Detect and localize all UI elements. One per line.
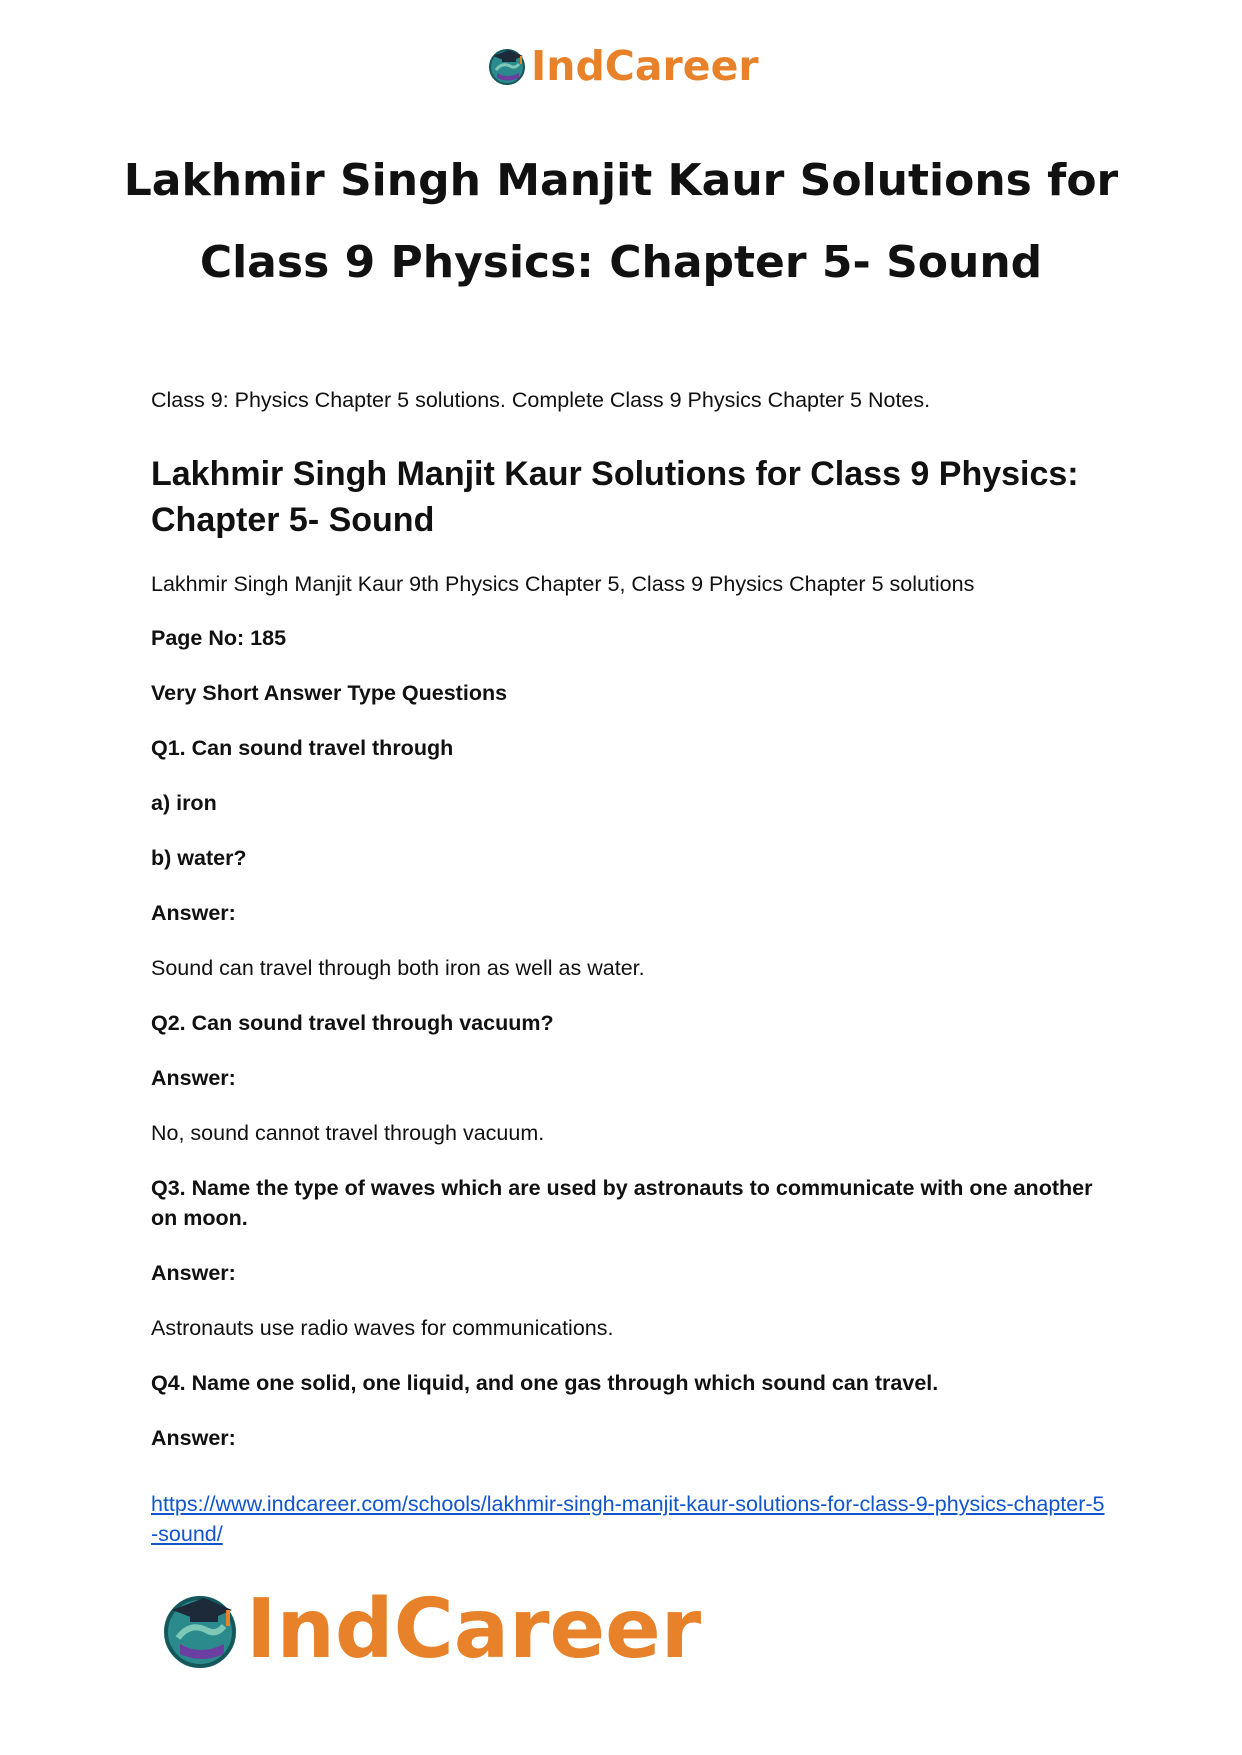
page-title-line-2: Class 9 Physics: Chapter 5- Sound: [199, 237, 1043, 288]
q3-answer-label: Answer:: [151, 1261, 236, 1285]
q3-question: Q3. Name the type of waves which are used by astronauts to communicate with one another on moon.: [151, 1176, 1093, 1230]
subtitle-text: Lakhmir Singh Manjit Kaur 9th Physics Chapter 5, Class 9 Physics Chapter 5 solutions: [151, 572, 975, 596]
footer-logo: [160, 1580, 720, 1680]
q1-option-b: b) water?: [151, 846, 247, 870]
intro-text: Class 9: Physics Chapter 5 solutions. Complete Class 9 Physics Chapter 5 Notes.: [151, 388, 931, 412]
article-body: [151, 385, 1111, 1549]
graduation-globe-icon: [160, 1590, 240, 1670]
source-link[interactable]: https://www.indcareer.com/schools/lakhmir-singh-manjit-kaur-solutions-for-class-9-physics-chapter-5-sound/: [151, 1492, 1105, 1546]
page-title: [100, 140, 1142, 304]
logo-text: IndCareer: [531, 41, 759, 90]
header-logo: [487, 40, 767, 92]
q2-question: Q2. Can sound travel through vacuum?: [151, 1011, 554, 1035]
q2-answer: No, sound cannot travel through vacuum.: [151, 1121, 545, 1145]
graduation-globe-icon: [487, 46, 527, 86]
q1-answer: Sound can travel through both iron as well as water.: [151, 956, 645, 980]
logo-text: IndCareer: [246, 1582, 702, 1677]
q1-option-a: a) iron: [151, 791, 217, 815]
page-number: Page No: 185: [151, 626, 287, 650]
section-heading: Lakhmir Singh Manjit Kaur Solutions for Class 9 Physics: Chapter 5- Sound: [151, 455, 1079, 539]
q4-answer-label: Answer:: [151, 1426, 236, 1450]
q4-question: Q4. Name one solid, one liquid, and one gas through which sound can travel.: [151, 1371, 939, 1395]
q2-answer-label: Answer:: [151, 1066, 236, 1090]
q1-answer-label: Answer:: [151, 901, 236, 925]
page-title-line-1: Lakhmir Singh Manjit Kaur Solutions for: [123, 155, 1119, 206]
section-label: Very Short Answer Type Questions: [151, 681, 508, 705]
q1-question: Q1. Can sound travel through: [151, 736, 454, 760]
q3-answer: Astronauts use radio waves for communications.: [151, 1316, 614, 1340]
